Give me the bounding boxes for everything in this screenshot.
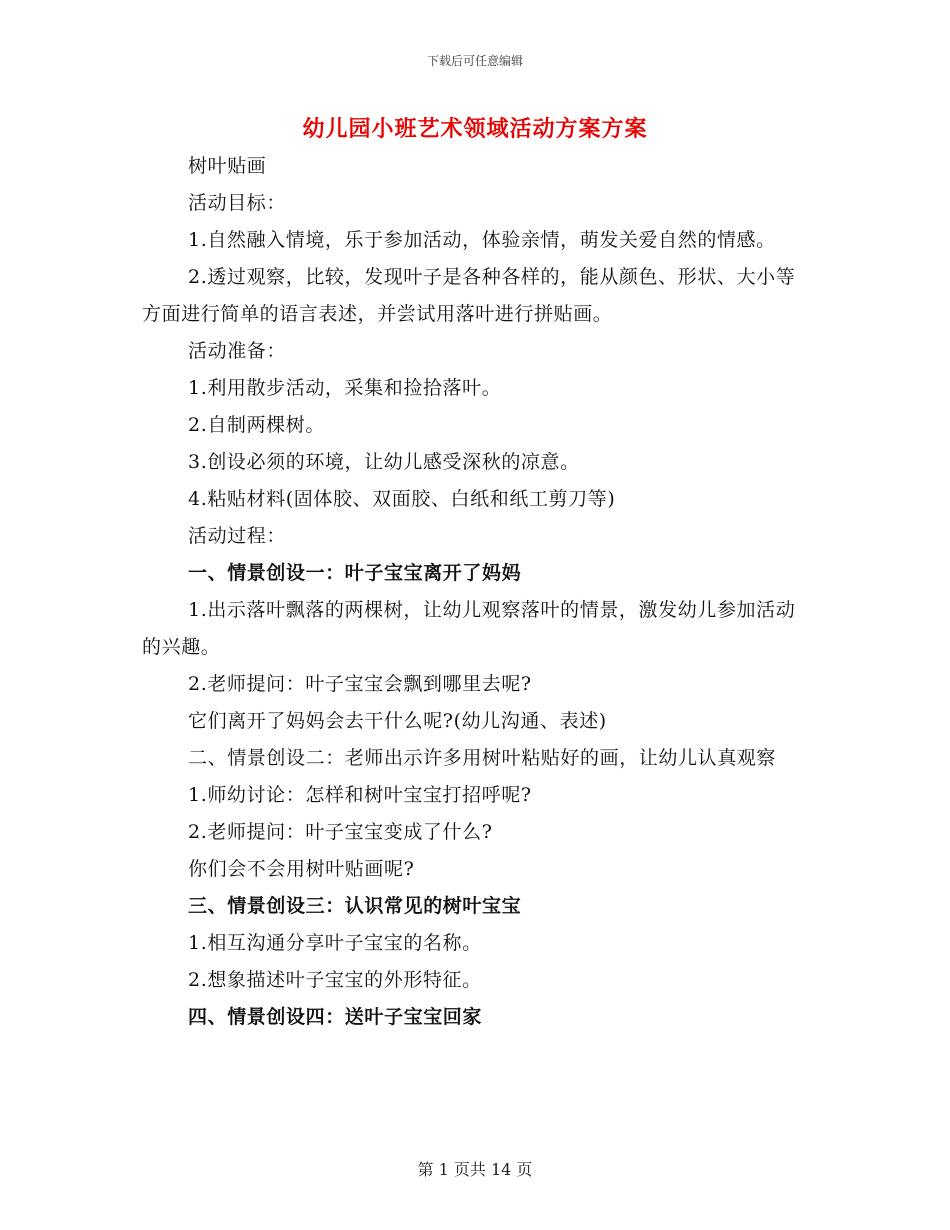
paragraph: 2.想象描述叶子宝宝的外形特征。 xyxy=(188,969,482,991)
paragraph: 1.师幼讨论：怎样和树叶宝宝打招呼呢? xyxy=(188,784,532,806)
paragraph: 它们离开了妈妈会去干什么呢?(幼儿沟通、表述) xyxy=(188,710,607,732)
document-body xyxy=(142,148,802,1036)
paragraph: 活动准备： xyxy=(188,340,287,362)
document-title: 幼儿园小班艺术领域活动方案方案 xyxy=(302,116,648,142)
section-heading: 一、情景创设一：叶子宝宝离开了妈妈 xyxy=(188,562,522,584)
paragraph: 1.利用散步活动，采集和捡拾落叶。 xyxy=(188,377,502,399)
paragraph: 2.老师提问：叶子宝宝会飘到哪里去呢? xyxy=(188,673,532,695)
paragraph: 2.自制两棵树。 xyxy=(188,414,325,436)
section-heading: 三、情景创设三：认识常见的树叶宝宝 xyxy=(188,895,522,917)
paragraph: 你们会不会用树叶贴画呢? xyxy=(188,858,415,880)
paragraph: 2.老师提问：叶子宝宝变成了什么? xyxy=(188,821,493,843)
paragraph: 2.透过观察，比较，发现叶子是各种各样的，能从颜色、形状、大小等方面进行简单的语言表述，并尝试用落叶进行拼贴画。 xyxy=(142,266,796,325)
paragraph: 二、情景创设二：老师出示许多用树叶粘贴好的画，让幼儿认真观察 xyxy=(188,747,777,769)
paragraph: 1.出示落叶飘落的两棵树，让幼儿观察落叶的情景，激发幼儿参加活动的兴趣。 xyxy=(142,599,796,658)
page-footer: 第 1 页共 14 页 xyxy=(417,1160,533,1179)
paragraph: 3.创设必须的环境，让幼儿感受深秋的凉意。 xyxy=(188,451,580,473)
header-note: 下载后可任意编辑 xyxy=(426,54,523,68)
paragraph: 1.相互沟通分享叶子宝宝的名称。 xyxy=(188,932,482,954)
paragraph: 活动目标： xyxy=(188,192,287,214)
section-heading: 四、情景创设四：送叶子宝宝回家 xyxy=(188,1006,483,1028)
paragraph: 活动过程： xyxy=(188,525,287,547)
paragraph: 树叶贴画 xyxy=(188,155,267,177)
paragraph: 1.自然融入情境，乐于参加活动，体验亲情，萌发关爱自然的情感。 xyxy=(188,229,776,251)
paragraph: 4.粘贴材料(固体胶、双面胶、白纸和纸工剪刀等) xyxy=(188,488,616,510)
